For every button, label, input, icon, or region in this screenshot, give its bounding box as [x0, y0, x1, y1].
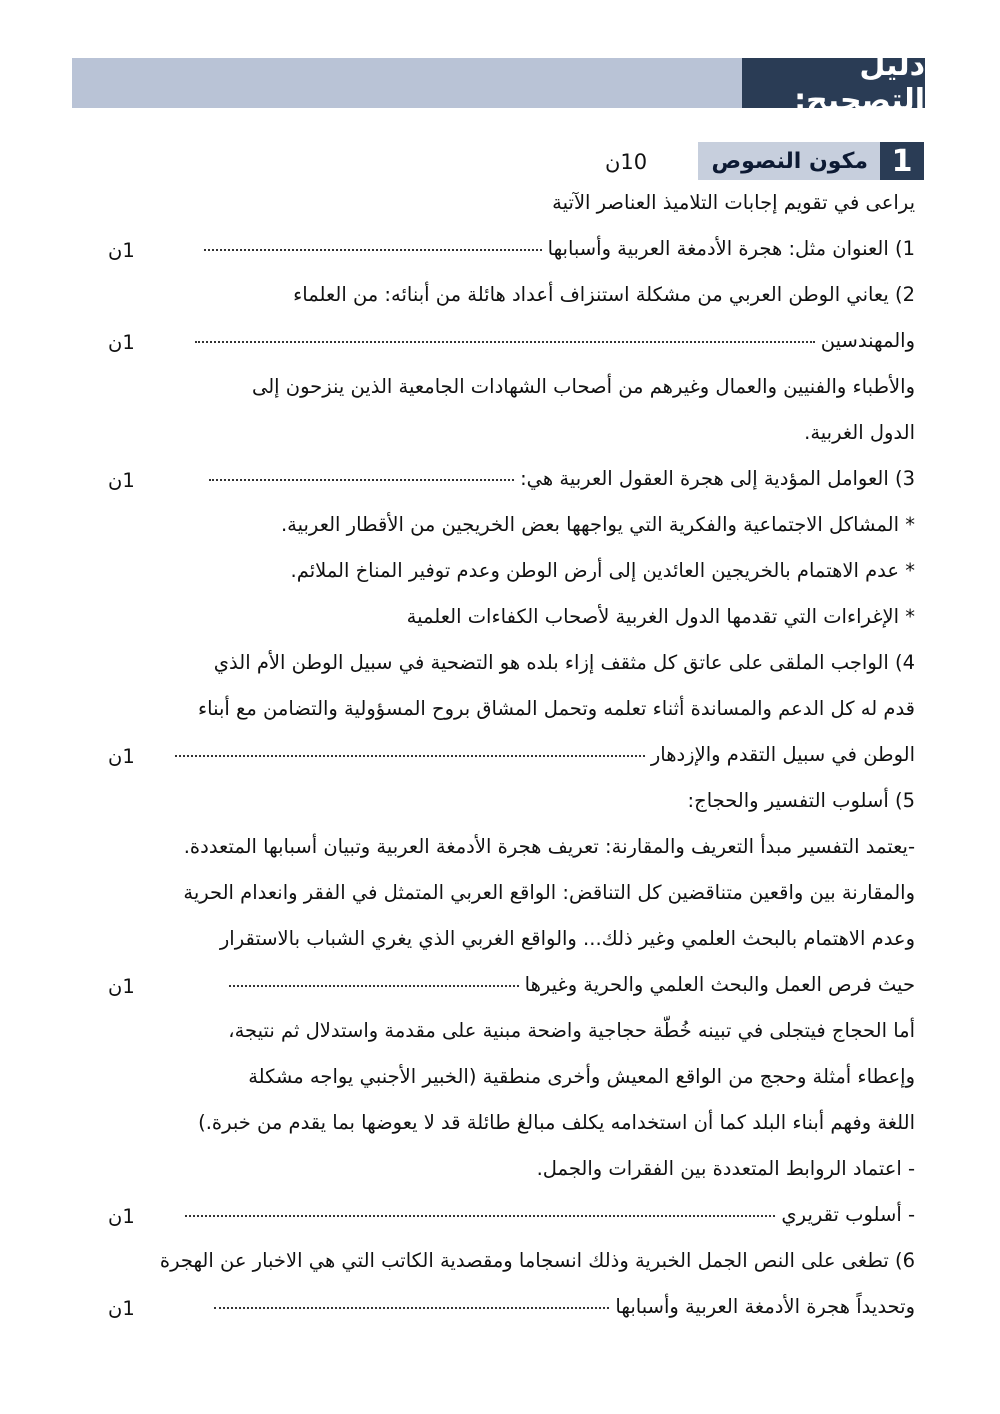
- dotted-leader: [209, 479, 514, 481]
- item-5-line-a: -يعتمد التفسير مبدأ التعريف والمقارنة: تعريف هجرة الأدمغة العربية وتبيان أسبابها المتعددة.: [183, 835, 915, 858]
- item-5-line-b: والمقارنة بين واقعين متناقضين كل التناقض: الواقع العربي المتمثل في الفقر وانعدام الحرية: [183, 881, 915, 904]
- item-2-line-b-text: والمهندسين: [820, 329, 915, 352]
- item-5-line-i-text: - أسلوب تقريري: [781, 1203, 915, 1226]
- item-2-line-b: [175, 326, 915, 356]
- item-1: [175, 234, 915, 264]
- item-5-line-d-text: حيث فرص العمل والبحث العلمي والحرية وغيرها: [524, 973, 915, 996]
- item-5-line-i: [175, 1200, 915, 1230]
- item-2-line-c: والأطباء والفنيين والعمال وغيرهم من أصحاب الشهادات الجامعية الذين ينزحون إلى: [251, 375, 915, 398]
- item-5-line-e: أما الحجاج فيتجلى في تبينه خُطّة حجاجية واضحة مبنية على مقدمة واستدلال ثم نتيجة،: [228, 1019, 915, 1042]
- item-6-line-b: [175, 1292, 915, 1322]
- item-5: 5) أسلوب التفسير والحجاج:: [687, 789, 915, 812]
- item-6-line-b-text: وتحديداً هجرة الأدمغة العربية وأسبابها: [615, 1295, 915, 1318]
- item-5-line-f: وإعطاء أمثلة وحجج من الواقع المعيش وأخرى منطقية (الخبير الأجنبي يواجه مشكلة: [248, 1065, 915, 1088]
- item-4-line-c-text: الوطن في سبيل التقدم والإزدهار: [650, 743, 915, 766]
- item-3: [175, 464, 915, 494]
- score-7: 1ن: [108, 1297, 135, 1320]
- section-header: [698, 142, 925, 180]
- dotted-leader: [204, 249, 542, 251]
- item-4-line-b: قدم له كل الدعم والمساندة أثناء تعلمه وتحمل المشاق بروح المسؤولية والتضامن مع أبناء: [197, 697, 915, 720]
- item-1-text: 1) العنوان مثل: هجرة الأدمغة العربية وأسبابها: [547, 237, 915, 260]
- item-4-line-a: 4) الواجب الملقى على عاتق كل مثقف إزاء بلده هو التضحية في سبيل الوطن الأم الذي: [213, 651, 915, 674]
- dotted-leader: [195, 341, 815, 343]
- section-number: 1: [880, 142, 924, 180]
- score-3: 1ن: [108, 469, 135, 492]
- item-5-line-g: اللغة وفهم أبناء البلد كما أن استخدامه يكلف مبالغ طائلة قد لا يعوضها بما يقدم من خبرة.): [198, 1111, 915, 1134]
- item-3-point-c: * الإغراءات التي تقدمها الدول الغربية لأصحاب الكفاءات العلمية: [406, 605, 915, 628]
- score-2: 1ن: [108, 331, 135, 354]
- score-4: 1ن: [108, 745, 135, 768]
- page-title: دليل التصحيح:: [742, 58, 925, 108]
- item-2-line-a: 2) يعاني الوطن العربي من مشكلة استنزاف أعداد هائلة من أبنائه: من العلماء: [293, 283, 915, 306]
- section-label: مكون النصوص: [698, 142, 881, 180]
- section-total-points: 10ن: [605, 150, 648, 174]
- intro-line: يراعى في تقويم إجابات التلاميذ العناصر الآتية: [552, 191, 915, 214]
- item-6-line-a: 6) تطغى على النص الجمل الخبرية وذلك انسجاما ومقصدية الكاتب التي هي الاخبار عن الهجرة: [159, 1249, 915, 1272]
- dotted-leader: [185, 1215, 775, 1217]
- score-1: 1ن: [108, 239, 135, 262]
- item-2-line-d: الدول الغربية.: [804, 421, 915, 444]
- dotted-leader: [214, 1307, 609, 1309]
- item-4-line-c: [175, 740, 915, 770]
- dotted-leader: [175, 755, 645, 757]
- item-5-line-h: - اعتماد الروابط المتعددة بين الفقرات والجمل.: [536, 1157, 915, 1180]
- item-3-point-a: * المشاكل الاجتماعية والفكرية التي يواجهها بعض الخريجين من الأقطار العربية.: [280, 513, 915, 536]
- dotted-leader: [229, 985, 519, 987]
- score-5: 1ن: [108, 975, 135, 998]
- title-bar: [72, 48, 925, 118]
- item-5-line-c: وعدم الاهتمام بالبحث العلمي وغير ذلك... والواقع الغربي الذي يغري الشباب بالاستقرار: [219, 927, 915, 950]
- item-3-point-b: * عدم الاهتمام بالخريجين العائدين إلى أرض الوطن وعدم توفير المناخ الملائم.: [290, 559, 915, 582]
- item-5-line-d: [175, 970, 915, 1000]
- score-6: 1ن: [108, 1205, 135, 1228]
- item-3-text: 3) العوامل المؤدية إلى هجرة العقول العربية هي:: [520, 467, 915, 490]
